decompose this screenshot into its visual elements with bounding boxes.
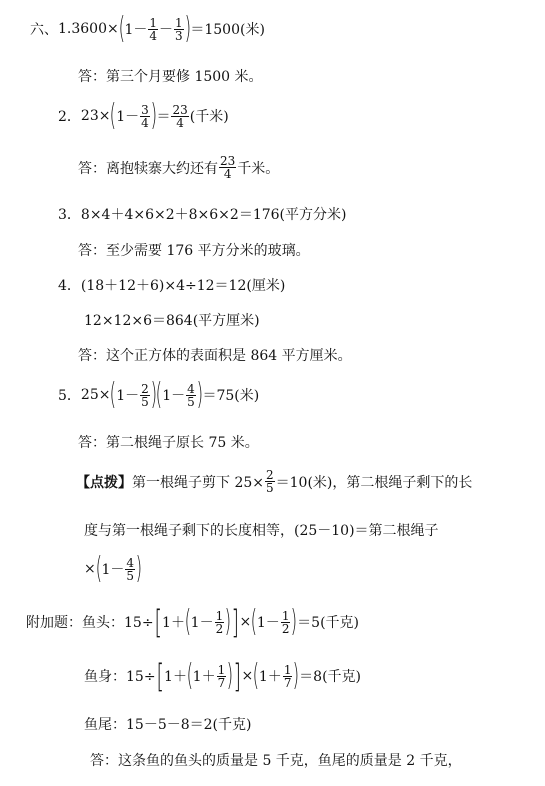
left-paren: ( xyxy=(250,604,258,639)
left-paren: ( xyxy=(95,551,102,586)
q6-term: 1.3600× xyxy=(58,21,119,37)
left-paren: ( xyxy=(252,658,260,693)
q5-term: 1－ xyxy=(116,388,140,404)
q4-answer: 答：这个正方体的表面积是 864 平方厘米。 xyxy=(78,348,352,364)
right-paren: ) xyxy=(224,604,232,639)
q2-term: (千米) xyxy=(189,109,229,125)
right-paren: ) xyxy=(226,658,234,693)
q2-answer-text: 千米。 xyxy=(237,160,280,177)
left-paren: ( xyxy=(184,604,192,639)
fraction: $\frac{2}{5}$ xyxy=(266,468,274,495)
bonus-label: 附加题： xyxy=(26,615,82,631)
fraction: $\frac{1}{2}$ xyxy=(281,608,290,636)
q3-equation: 3．8×4＋4×6×2＋8×6×2＝176(平方分米) xyxy=(58,207,347,223)
q5-term: 25× xyxy=(80,387,111,403)
bonus-term: × xyxy=(239,614,252,630)
bonus-tail-equation: 鱼尾：15－5－8＝2(千克) xyxy=(84,717,252,733)
fraction: $\frac{23}{4}$ xyxy=(220,154,236,181)
hint-line-1 xyxy=(76,469,472,494)
bonus-answer: 答：这条鱼的鱼头的质量是 5 千克，鱼尾的质量是 2 千克， xyxy=(90,753,462,769)
q6-term: － xyxy=(159,22,173,38)
bonus-term: × xyxy=(241,668,254,684)
bonus-term: 鱼身：15÷ xyxy=(84,669,156,685)
right-paren: ) xyxy=(150,377,157,412)
hint-text: 1－ xyxy=(101,562,125,578)
bonus-term: 1＋ xyxy=(164,669,187,685)
bonus-term: 1＋ xyxy=(258,669,282,685)
q2-term: ＝ xyxy=(156,109,171,125)
hint-tag: 【点拨】 xyxy=(76,474,132,491)
bonus-body-equation xyxy=(84,657,362,695)
bonus-head-equation xyxy=(26,603,360,641)
q3-answer: 答：至少需要 176 平方分米的玻璃。 xyxy=(78,243,310,259)
hint-text: × xyxy=(84,561,96,577)
right-paren: ) xyxy=(291,604,298,639)
right-paren: ) xyxy=(196,377,203,412)
q4-equation-1: 4．(18＋12＋6)×4÷12＝12(厘米) xyxy=(58,278,286,294)
right-paren: ) xyxy=(150,98,157,133)
q6-answer: 答：第三个月要修 1500 米。 xyxy=(78,69,263,85)
q5-label: 5． xyxy=(58,388,81,404)
left-paren: ( xyxy=(186,658,194,693)
left-paren: ( xyxy=(118,11,125,46)
bonus-term: 1－ xyxy=(190,615,214,631)
right-paren: ) xyxy=(135,551,143,586)
q2-answer xyxy=(78,155,279,180)
q6-equation xyxy=(30,11,265,46)
fraction: $\frac{23}{4}$ xyxy=(172,102,188,130)
hint-line-2: 度与第一根绳子剩下的长度相等，(25－10)＝第二根绳子 xyxy=(84,523,439,539)
fraction: $\frac{4}{5}$ xyxy=(187,381,195,409)
q2-term: 1－ xyxy=(116,109,140,125)
bonus-term: 1＋ xyxy=(162,615,185,631)
q2-label: 2． xyxy=(58,109,81,125)
fraction: $\frac{1}{2}$ xyxy=(215,608,224,636)
hint-text: ＝10(米)，第二根绳子剩下的长 xyxy=(275,474,473,491)
q2-answer-text: 答：离抱犊寨大约还有 xyxy=(78,160,218,177)
fraction: $\frac{1}{7}$ xyxy=(217,662,226,690)
q6-term: 1－ xyxy=(124,22,148,38)
hint-line-3 xyxy=(84,551,143,586)
fraction: $\frac{3}{4}$ xyxy=(141,102,149,130)
right-bracket: ] xyxy=(233,657,241,695)
q6-label: 六、 xyxy=(30,22,58,38)
q2-equation xyxy=(58,98,229,133)
left-paren: ( xyxy=(110,98,117,133)
left-paren: ( xyxy=(110,377,117,412)
fraction: $\frac{1}{4}$ xyxy=(149,15,157,43)
q6-term: ＝1500(米) xyxy=(190,22,265,38)
q2-term: 23× xyxy=(80,108,111,124)
right-bracket: ] xyxy=(231,603,239,641)
left-bracket: [ xyxy=(156,657,164,695)
bonus-term: 1＋ xyxy=(192,669,216,685)
q5-answer: 答：第二根绳子原长 75 米。 xyxy=(78,435,259,451)
hint-text: 第一根绳子剪下 25× xyxy=(132,474,264,491)
fraction: $\frac{1}{7}$ xyxy=(283,662,292,690)
right-paren: ) xyxy=(184,11,191,46)
q4-equation-2: 12×12×6＝864(平方厘米) xyxy=(84,313,260,329)
left-bracket: [ xyxy=(154,603,162,641)
right-paren: ) xyxy=(293,658,300,693)
fraction: $\frac{1}{3}$ xyxy=(175,15,183,43)
bonus-term: ＝5(千克) xyxy=(297,615,360,631)
bonus-term: 鱼头：15÷ xyxy=(82,615,154,631)
left-paren: ( xyxy=(156,377,163,412)
q5-term: 1－ xyxy=(162,388,186,404)
bonus-term: ＝8(千克) xyxy=(299,669,362,685)
q5-term: ＝75(米) xyxy=(202,388,260,404)
q5-equation xyxy=(58,377,260,412)
bonus-term: 1－ xyxy=(256,615,280,631)
fraction: $\frac{4}{5}$ xyxy=(126,555,135,583)
fraction: $\frac{2}{5}$ xyxy=(141,381,149,409)
